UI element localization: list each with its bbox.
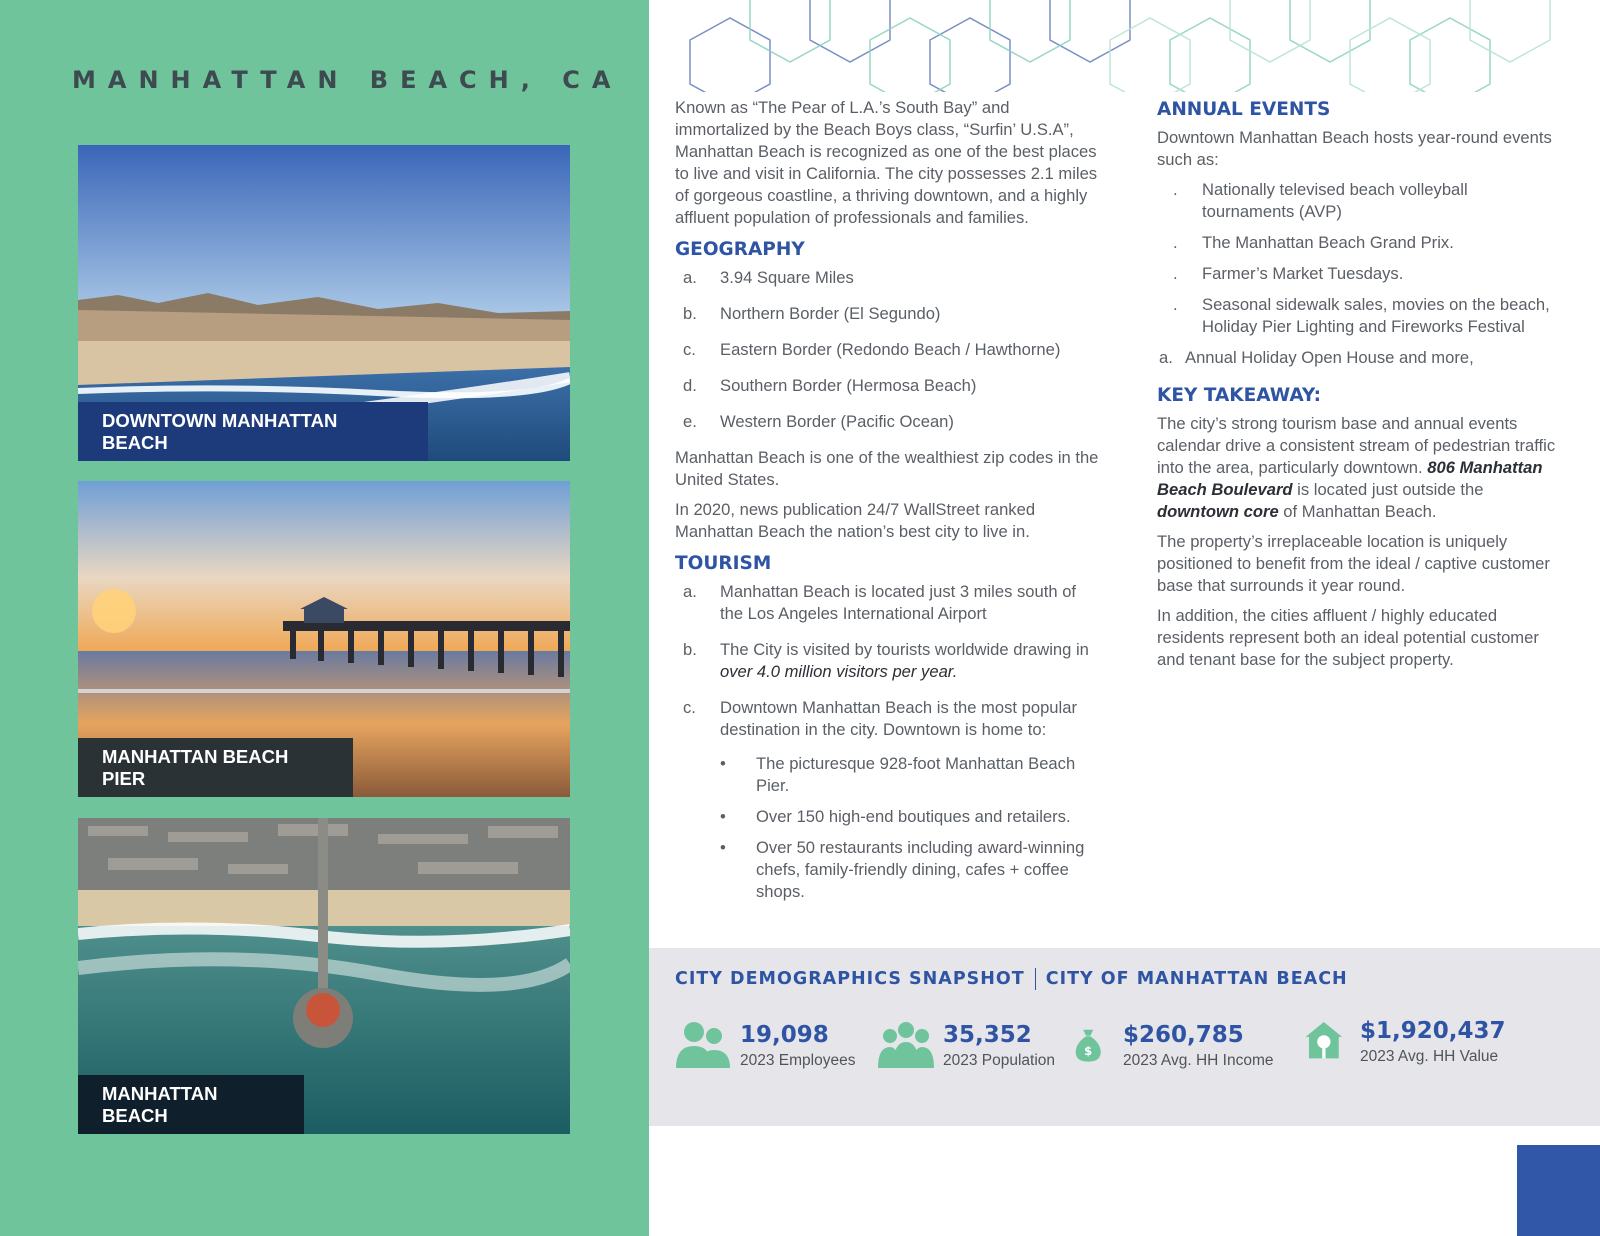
list-item-text: Nationally televised beach volleyball tournaments (AVP) <box>1202 180 1468 221</box>
takeaway-paragraph-3: In addition, the cities affluent / highly educated residents represent both an ideal potential customer and tenant base for the subject property. <box>1157 606 1539 669</box>
list-item-text: Annual Holiday Open House and more, <box>1185 348 1474 367</box>
list-item-text: Downtown Manhattan Beach is the most popular destination in the city. Downtown is home to: <box>720 698 1077 739</box>
list-item <box>675 411 1100 433</box>
list-item-text: Seasonal sidewalk sales, movies on the beach, Holiday Pier Lighting and Fireworks Festival <box>1202 295 1550 336</box>
tourism-list <box>675 581 1100 741</box>
bullet-icon: • <box>720 807 726 826</box>
list-marker: d. <box>683 376 697 395</box>
bullet-item <box>720 806 1100 828</box>
stat-income <box>1073 1020 1274 1072</box>
stat-value: 35,352 <box>943 1022 1032 1048</box>
employees-icon <box>674 1020 732 1070</box>
list-item-text: Farmer’s Market Tuesdays. <box>1202 264 1404 283</box>
list-marker: a. <box>683 582 697 601</box>
demographics-title-left: CITY DEMOGRAPHICS SNAPSHOT <box>675 969 1025 989</box>
list-item <box>1157 263 1557 285</box>
stat-home-value <box>1304 1016 1506 1068</box>
stat-value: $1,920,437 <box>1360 1018 1506 1044</box>
list-item <box>1157 232 1557 254</box>
wealth-paragraph: Manhattan Beach is one of the wealthiest zip codes in the United States. <box>675 448 1099 489</box>
demographics-title-right: CITY OF MANHATTAN BEACH <box>1045 969 1348 989</box>
list-item <box>675 303 1100 325</box>
list-marker: e. <box>683 412 697 431</box>
stat-population <box>877 1020 1055 1072</box>
photo-manhattan-beach-aerial <box>78 818 570 1134</box>
photo-caption: MANHATTAN BEACH <box>78 1075 304 1134</box>
events-list <box>1157 179 1557 338</box>
ranking-paragraph: In 2020, news publication 24/7 WallStreet ranked Manhattan Beach the nation’s best city to live in. <box>675 500 1036 541</box>
geography-heading: GEOGRAPHY <box>675 239 805 260</box>
list-item <box>675 639 1100 683</box>
intro-paragraph: Known as “The Pear of L.A.’s South Bay” and immortalized by the Beach Boys class, “Surfin’ U.S.A”, Manhattan Beach is recognized as one of the best places to live and visit in California. The city possesses 2.1 miles of gorgeous coastline, a thriving downtown, and a highly affluent population of professionals and families. <box>675 98 1098 227</box>
list-item-text: The Manhattan Beach Grand Prix. <box>1202 233 1454 252</box>
bullet-text: Over 50 restaurants including award-winning chefs, family-friendly dining, cafes + coffee shops. <box>756 838 1085 901</box>
stat-label: 2023 Avg. HH Value <box>1360 1048 1499 1065</box>
list-marker: a. <box>1159 348 1173 367</box>
left-panel <box>0 0 649 1236</box>
takeaway-text: The city’s strong tourism base and annual events calendar drive a consistent stream of pedestrian traffic into the area, particularly downtown. <box>1157 414 1556 477</box>
takeaway-text: of Manhattan Beach. <box>1278 502 1437 521</box>
takeaway-text: is located just outside the <box>1292 480 1484 499</box>
list-marker: . <box>1173 180 1178 199</box>
list-item <box>1157 347 1557 369</box>
bullet-text: The picturesque 928-foot Manhattan Beach Pier. <box>756 754 1076 795</box>
stat-label: 2023 Employees <box>740 1052 856 1069</box>
title-divider <box>1035 968 1036 990</box>
list-marker: . <box>1173 295 1178 314</box>
events-intro: Downtown Manhattan Beach hosts year-round events such as: <box>1157 128 1552 169</box>
list-item-text: Southern Border (Hermosa Beach) <box>720 376 977 395</box>
takeaway-paragraph-2: The property’s irreplaceable location is uniquely positioned to benefit from the ideal / captive customer base that surrounds it year round. <box>1157 532 1550 595</box>
bullet-icon: • <box>720 754 726 773</box>
stat-employees <box>674 1020 855 1072</box>
page-title: MANHATTAN BEACH, CA <box>72 66 623 94</box>
photo-manhattan-beach-pier <box>78 481 570 797</box>
bullet-text: Over 150 high-end boutiques and retailers. <box>756 807 1071 826</box>
list-item-text-plain: The City is visited by tourists worldwide drawing in <box>720 640 1089 659</box>
list-marker: . <box>1173 264 1178 283</box>
list-item <box>1157 294 1557 338</box>
list-item-text: Manhattan Beach is located just 3 miles south of the Los Angeles International Airport <box>720 582 1077 623</box>
list-item <box>675 267 1100 289</box>
list-marker: b. <box>683 640 697 659</box>
demographics-snapshot <box>649 948 1600 1126</box>
list-marker: . <box>1173 233 1178 252</box>
list-item-text: Northern Border (El Segundo) <box>720 304 941 323</box>
bullet-item <box>720 753 1100 797</box>
annual-events-heading: ANNUAL EVENTS <box>1157 99 1331 120</box>
corner-accent-block <box>1517 1145 1600 1236</box>
list-marker: c. <box>683 340 696 359</box>
downtown-core-emphasis: downtown core <box>1157 502 1279 521</box>
list-item-text: Eastern Border (Redondo Beach / Hawthorne) <box>720 340 1061 359</box>
population-icon <box>877 1020 935 1070</box>
content-column-left <box>675 97 1100 912</box>
downtown-bullets <box>720 753 1100 903</box>
house-value-icon <box>1304 1016 1352 1066</box>
list-marker: c. <box>683 698 696 717</box>
bullet-item <box>720 837 1100 903</box>
property-address: 806 Manhattan Beach Boulevard <box>1157 458 1543 499</box>
stat-value: $260,785 <box>1123 1022 1244 1048</box>
svg-text:$: $ <box>1084 1044 1093 1059</box>
stat-label: 2023 Population <box>943 1052 1056 1069</box>
geography-list <box>675 267 1100 433</box>
list-item-text: 3.94 Square Miles <box>720 268 854 287</box>
list-item <box>1157 179 1557 223</box>
demographics-title <box>675 968 1348 990</box>
photo-caption: DOWNTOWN MANHATTAN BEACH <box>78 402 428 461</box>
list-item <box>675 697 1100 741</box>
list-item <box>675 375 1100 397</box>
list-item-text: Western Border (Pacific Ocean) <box>720 412 954 431</box>
content-column-right <box>1157 97 1557 679</box>
takeaway-paragraph-1 <box>1157 413 1557 523</box>
list-item <box>675 339 1100 361</box>
stat-label: 2023 Avg. HH Income <box>1123 1052 1274 1069</box>
key-takeaway-heading: KEY TAKEAWAY: <box>1157 385 1322 406</box>
visitors-emphasis: over 4.0 million visitors per year. <box>720 662 958 681</box>
photo-downtown-manhattan-beach <box>78 145 570 461</box>
photo-caption: MANHATTAN BEACH PIER <box>78 738 353 797</box>
money-bag-icon <box>1073 1020 1115 1070</box>
tourism-heading: TOURISM <box>675 553 772 574</box>
list-item <box>675 581 1100 625</box>
list-marker: a. <box>683 268 697 287</box>
hexagon-pattern-decoration <box>660 0 1600 92</box>
list-marker: b. <box>683 304 697 323</box>
list-item-text <box>720 639 1100 683</box>
bullet-icon: • <box>720 838 726 857</box>
stat-value: 19,098 <box>740 1022 829 1048</box>
